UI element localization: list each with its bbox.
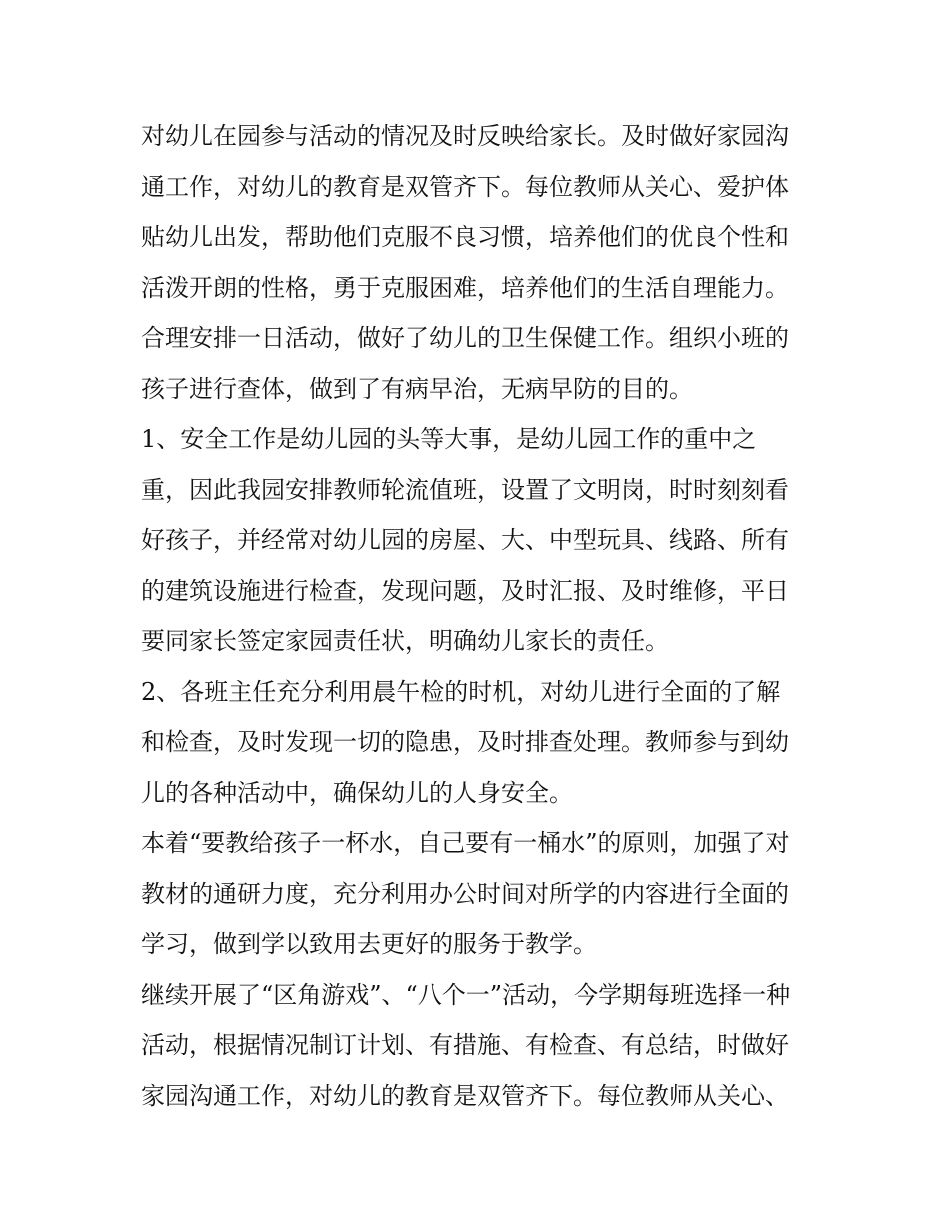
text-line: 的建筑设施进行检查，发现问题，及时汇报、及时维修，平日	[141, 576, 789, 605]
text-line: 对幼儿在园参与活动的情况及时反映给家长。及时做好家园沟	[141, 122, 789, 150]
text-line: 活泼开朗的性格，勇于克服困难，培养他们的生活自理能力。	[141, 273, 789, 302]
text-line: 合理安排一日活动，做好了幼儿的卫生保健工作。组织小班的	[141, 324, 789, 352]
text-line: 和检查，及时发现一切的隐患，及时排查处理。教师参与到幼	[141, 728, 789, 756]
document-body	[141, 111, 813, 1121]
text-line: 学习，做到学以致用去更好的服务于教学。	[141, 930, 597, 958]
text-line: 1、安全工作是幼儿园的头等大事，是幼儿园工作的重中之	[141, 425, 757, 453]
text-line: 本着“要教给孩子一杯水，自己要有一桶水”的原则，加强了对	[141, 829, 790, 857]
text-line: 通工作，对幼儿的教育是双管齐下。每位教师从关心、爱护体	[141, 172, 789, 201]
text-line: 孩子进行查体，做到了有病早治，无病早防的目的。	[141, 374, 693, 403]
text-line: 家园沟通工作，对幼儿的教育是双管齐下。每位教师从关心、	[141, 1081, 789, 1110]
text-line: 教材的通研力度，充分利用办公时间对所学的内容进行全面的	[141, 879, 789, 908]
text-line: 儿的各种活动中，确保幼儿的人身安全。	[141, 778, 573, 807]
text-line: 要同家长签定家园责任状，明确幼儿家长的责任。	[141, 627, 669, 655]
text-line: 好孩子，并经常对幼儿园的房屋、大、中型玩具、线路、所有	[141, 526, 789, 554]
text-line: 重，因此我园安排教师轮流值班，设置了文明岗，时时刻刻看	[141, 475, 789, 504]
text-line: 活动，根据情况制订计划、有措施、有检查、有总结，时做好	[141, 1031, 789, 1059]
text-line: 贴幼儿出发，帮助他们克服不良习惯，培养他们的优良个性和	[141, 223, 789, 251]
text-line: 继续开展了“区角游戏”、“八个一”活动，今学期每班选择一种	[141, 980, 791, 1009]
text-line: 2、各班主任充分利用晨午检的时机，对幼儿进行全面的了解	[141, 677, 781, 706]
